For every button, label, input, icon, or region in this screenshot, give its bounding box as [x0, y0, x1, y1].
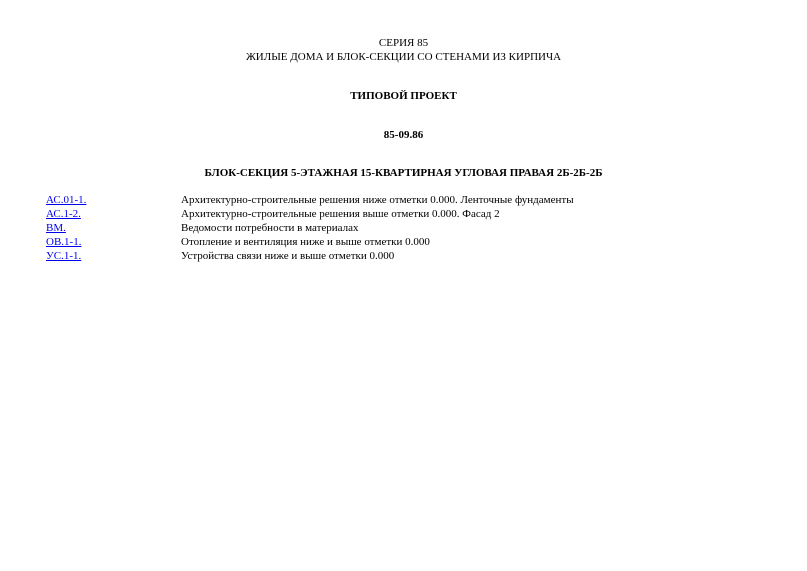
contents-link-us-1-1[interactable]: УС.1-1.: [46, 250, 82, 262]
contents-list: [46, 193, 766, 263]
contents-link-vm[interactable]: ВМ.: [46, 222, 66, 234]
contents-item: [46, 207, 766, 221]
series-label: СЕРИЯ 85: [378, 37, 429, 49]
contents-item: [46, 249, 766, 263]
contents-description: Отопление и вентиляция ниже и выше отметки 0.000: [181, 236, 430, 248]
series-subtitle: ЖИЛЫЕ ДОМА И БЛОК-СЕКЦИИ СО СТЕНАМИ ИЗ КИРПИЧА: [245, 51, 562, 63]
contents-description: Архитектурно-строительные решения выше отметки 0.000. Фасад 2: [181, 208, 500, 220]
contents-link-as-1-2[interactable]: АС.1-2.: [46, 208, 81, 220]
contents-description: Ведомости потребности в материалах: [181, 222, 359, 234]
section-title: БЛОК-СЕКЦИЯ 5-ЭТАЖНАЯ 15-КВАРТИРНАЯ УГЛОВАЯ ПРАВАЯ 2Б-2Б-2Б: [204, 167, 603, 179]
contents-item: [46, 193, 766, 207]
contents-link-ov-1-1[interactable]: ОВ.1-1.: [46, 236, 82, 248]
contents-item: [46, 235, 766, 249]
contents-description: Архитектурно-строительные решения ниже отметки 0.000. Ленточные фундаменты: [181, 194, 574, 206]
project-type-heading: ТИПОВОЙ ПРОЕКТ: [350, 90, 457, 102]
contents-description: Устройства связи ниже и выше отметки 0.000: [181, 250, 395, 262]
contents-link-as-01-1[interactable]: АС.01-1.: [46, 194, 87, 206]
contents-item: [46, 221, 766, 235]
project-code-heading: 85-09.86: [383, 129, 424, 141]
